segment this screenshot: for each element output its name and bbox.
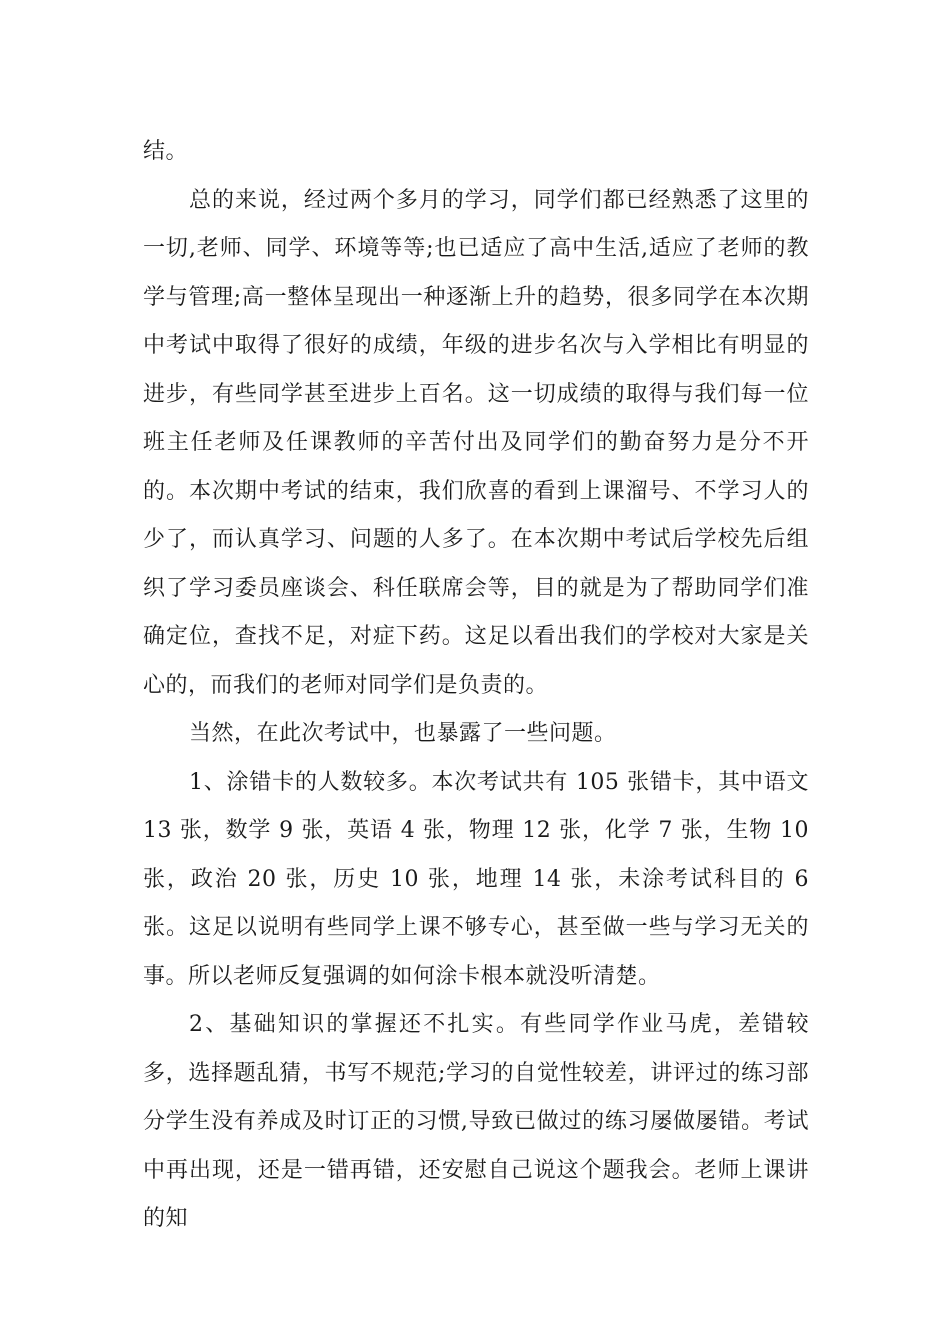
paragraph-problems-intro: 当然，在此次考试中，也暴露了一些问题。	[189, 721, 617, 746]
document-body	[143, 128, 809, 1244]
paragraph-continuation: 结。	[143, 139, 189, 164]
paragraph-problem-1: 1、涂错卡的人数较多。本次考试共有 105 张错卡，其中语文 13 张，数学 9 张，英语 4 张，物理 12 张，化学 7 张，生物 10 张，政治 20 张，历史 10 张，地理 14 张，未涂考试科目的 6 张。这足以说明有些同学上课不够专心，甚至做一些与学习无关的事。所以老师反复强调的如何涂卡根本就没听清楚。	[143, 769, 809, 989]
paragraph-summary: 总的来说，经过两个多月的学习，同学们都已经熟悉了这里的一切,老师、同学、环境等等;也已适应了高中生活,适应了老师的教学与管理;高一整体呈现出一种逐渐上升的趋势，很多同学在本次期中考试中取得了很好的成绩，年级的进步名次与入学相比有明显的进步，有些同学甚至进步上百名。这一切成绩的取得与我们每一位班主任老师及任课教师的辛苦付出及同学们的勤奋努力是分不开的。本次期中考试的结束，我们欣喜的看到上课溜号、不学习人的少了，而认真学习、问题的人多了。在本次期中考试后学校先后组织了学习委员座谈会、科任联席会等，目的就是为了帮助同学们准确定位，查找不足，对症下药。这足以看出我们的学校对大家是关心的，而我们的老师对同学们是负责的。	[143, 187, 809, 698]
paragraph-problem-2: 2、基础知识的掌握还不扎实。有些同学作业马虎，差错较多，选择题乱猜，书写不规范;学习的自觉性较差，讲评过的练习部分学生没有养成及时订正的习惯,导致已做过的练习屡做屡错。考试中再出现，还是一错再错，还安慰自己说这个题我会。老师上课讲的知	[143, 1012, 809, 1231]
